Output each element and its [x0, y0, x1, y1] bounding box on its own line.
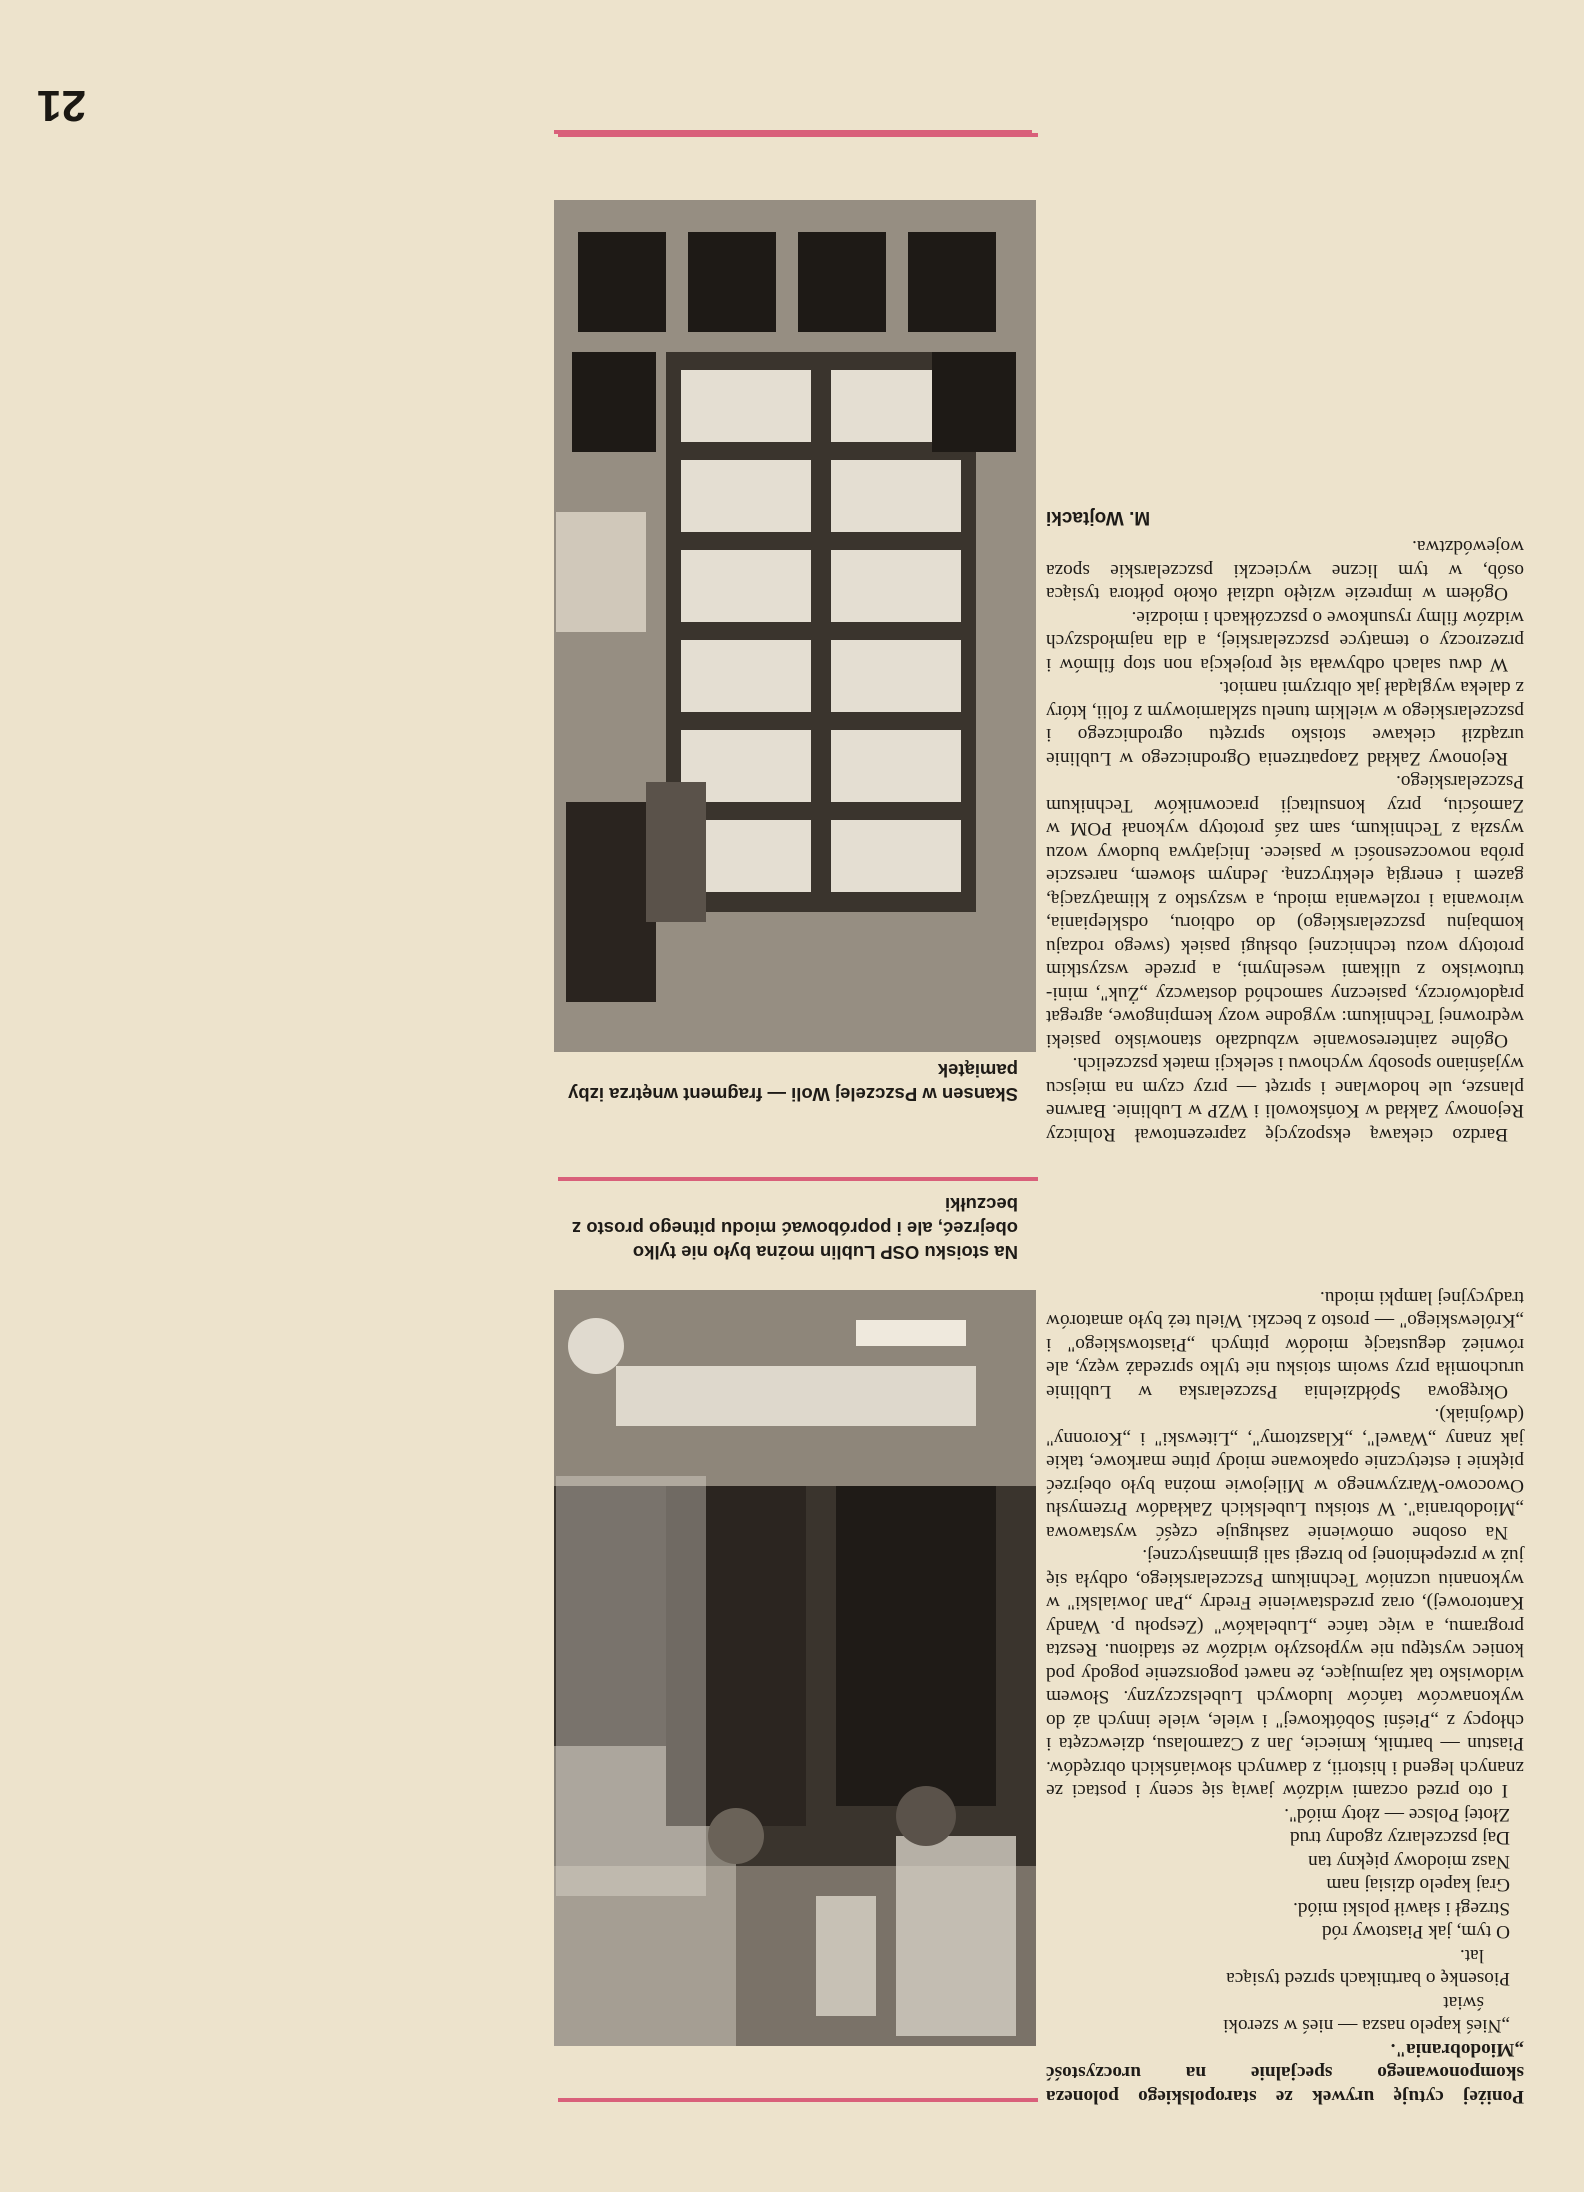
- verse-line: Złotej Polsce — złoty miód".: [1284, 1804, 1510, 1825]
- intro-paragraph: Poniżej cytuję urywek ze staropolskiego poloneza skomponowanego specjalnie na uroczystość „Miodobrania".: [1046, 2039, 1524, 2107]
- body-paragraph: Ogólne zainteresowanie wzbudzało stanowisko pasieki wędrownej Technikum: wygodne wozy kempingowe, agregat prądotwórczy, pasieczny samochód dostawczy „Żuk", mini-trutowisko z ulikami weselnymi, a przede wszystkim prototyp wozu technicznej obsługi pasiek (swego rodzaju kombajnu pszczelarskiego) do odbioru, odsklepiania, wirowania i rozlewania miodu, a wszystko z klimatyzacją, gazem i energią elektryczną. Jednym słowem, nareszcie próba nowoczesności w pasiece. Inicjatywa budowy wozu wyszła z Technikum, sam zaś prototyp wykonał POM w Zamościu, przy konsultacji pracowników Technikum Pszczelarskiego.: [1046, 771, 1524, 1051]
- verse-line: O tym, jak Piastowy ród: [1322, 1921, 1510, 1943]
- text-column-main-right: [1046, 506, 1524, 1147]
- author-signature: M. Wojtacki: [1046, 507, 1151, 528]
- body-paragraph: Rejonowy Zakład Zaopatrzenia Ogrodniczego w Lublinie urządził ciekawe stoisko sprzętu ogrodniczego i pszczelarskiego w wielkim tunelu szklarniowym z folii, który z daleka wyglądał jak olbrzymi namiot.: [1046, 677, 1524, 769]
- body-paragraph: Ogółem w imprezie wzięło udział około półtora tysiąca osób, w tym liczne wycieczki pszczelarskie spoza województwa.: [1046, 536, 1524, 605]
- body-paragraph: Okręgowa Spółdzielnia Pszczelarska w Lublinie uruchomiła przy swoim stoisku nie tylko sprzedaż węzy, ale również degustację miodów pitnych „Piastowskiego" i „Królewskiego" — prosto z beczki. Wielu też było amatorów tradycyjnej lampki miodu.: [1046, 1287, 1524, 1402]
- verse-line: Graj kapelo dzisiaj nam: [1326, 1874, 1510, 1896]
- caption-bottom-photo: Skansen w Pszczelej Woli — fragment wnętrza izby pamiątek: [568, 1060, 1018, 1105]
- verse-line: lat.: [1459, 1945, 1484, 1966]
- body-paragraph: I oto przed oczami widzów jawią się sceny i postaci ze znanych legend i historii, z dawnych słowiańskich obrzędów. Piastun — bartnik, kmiecie, Jan z Czarnolasu, dziewczęta i chłopcy z „Pieśni Sobótkowej" i wiele, wiele innych aż do wykonawców tańców ludowych Lubelszczyzny. Słowem widowisko tak zajmujące, że nawet pogorszenie pogody pod koniec występu nie wypłoszyło widzów ze stadionu. Reszta programu, a więc tańce „Lubelaków" (Zespołu p. Wandy Kantorowej), oraz przedstawienie Fredry „Pan Jowialski" w wykonaniu uczniów Technikum Pszczelarskiego, odbyła się już w przepełnionej po brzegi sali gimnastycznej.: [1046, 1545, 1524, 1802]
- verse-line: Piosenkę o bartnikach sprzed tysiąca: [1226, 1968, 1510, 1990]
- body-paragraph: W dwu salach odbywała się projekcja non stop filmów i przezroczy o tematyce pszczelarskiej, a dla najmłodszych widzów filmy rysunkowe o pszczółkach i miodzie.: [1046, 607, 1524, 675]
- verse-line: „Nieś kapelo nasza — nieś w szeroki: [1223, 2015, 1510, 2037]
- verse-line: Daj pszczelarzy zgodny trud: [1289, 1827, 1510, 1849]
- verse-line: Strzegł i sławił polski miód.: [1293, 1898, 1510, 1919]
- verse-line: Nasz miodowy piękny tan: [1308, 1851, 1510, 1872]
- body-paragraph: Bardzo ciekawą ekspozycję zaprezentował Rolniczy Rejonowy Zakład w Końskowoli i WZP w Lublinie. Barwne plansze, ule hodowlane i sprzęt — przy czym na miejscu wyjaśniano sposoby wychowu i selekcji matek pszczelich.: [1046, 1053, 1524, 1145]
- page-number: 21: [37, 81, 86, 130]
- caption-top-photo: Na stoisku OSP Lublin można było nie tylko obejrzeć, ale i popróbować miodu pitnego prosto z beczułki: [571, 1194, 1018, 1263]
- verse-line: świat: [1443, 1992, 1484, 2013]
- body-paragraph: Na osobne omówienie zasługuje część wystawowa „Miodobrania". W stoisku Lubelskich Zakładów Przemysłu Owocowo-Warzywnego w Milejowie można było obejrzeć pięknie i estetycznie opakowane miody pitne markowe, takie jak znany „Wawel", „Klasztorny", „Litewski" i „Koronny" (dwójniak).: [1046, 1404, 1524, 1543]
